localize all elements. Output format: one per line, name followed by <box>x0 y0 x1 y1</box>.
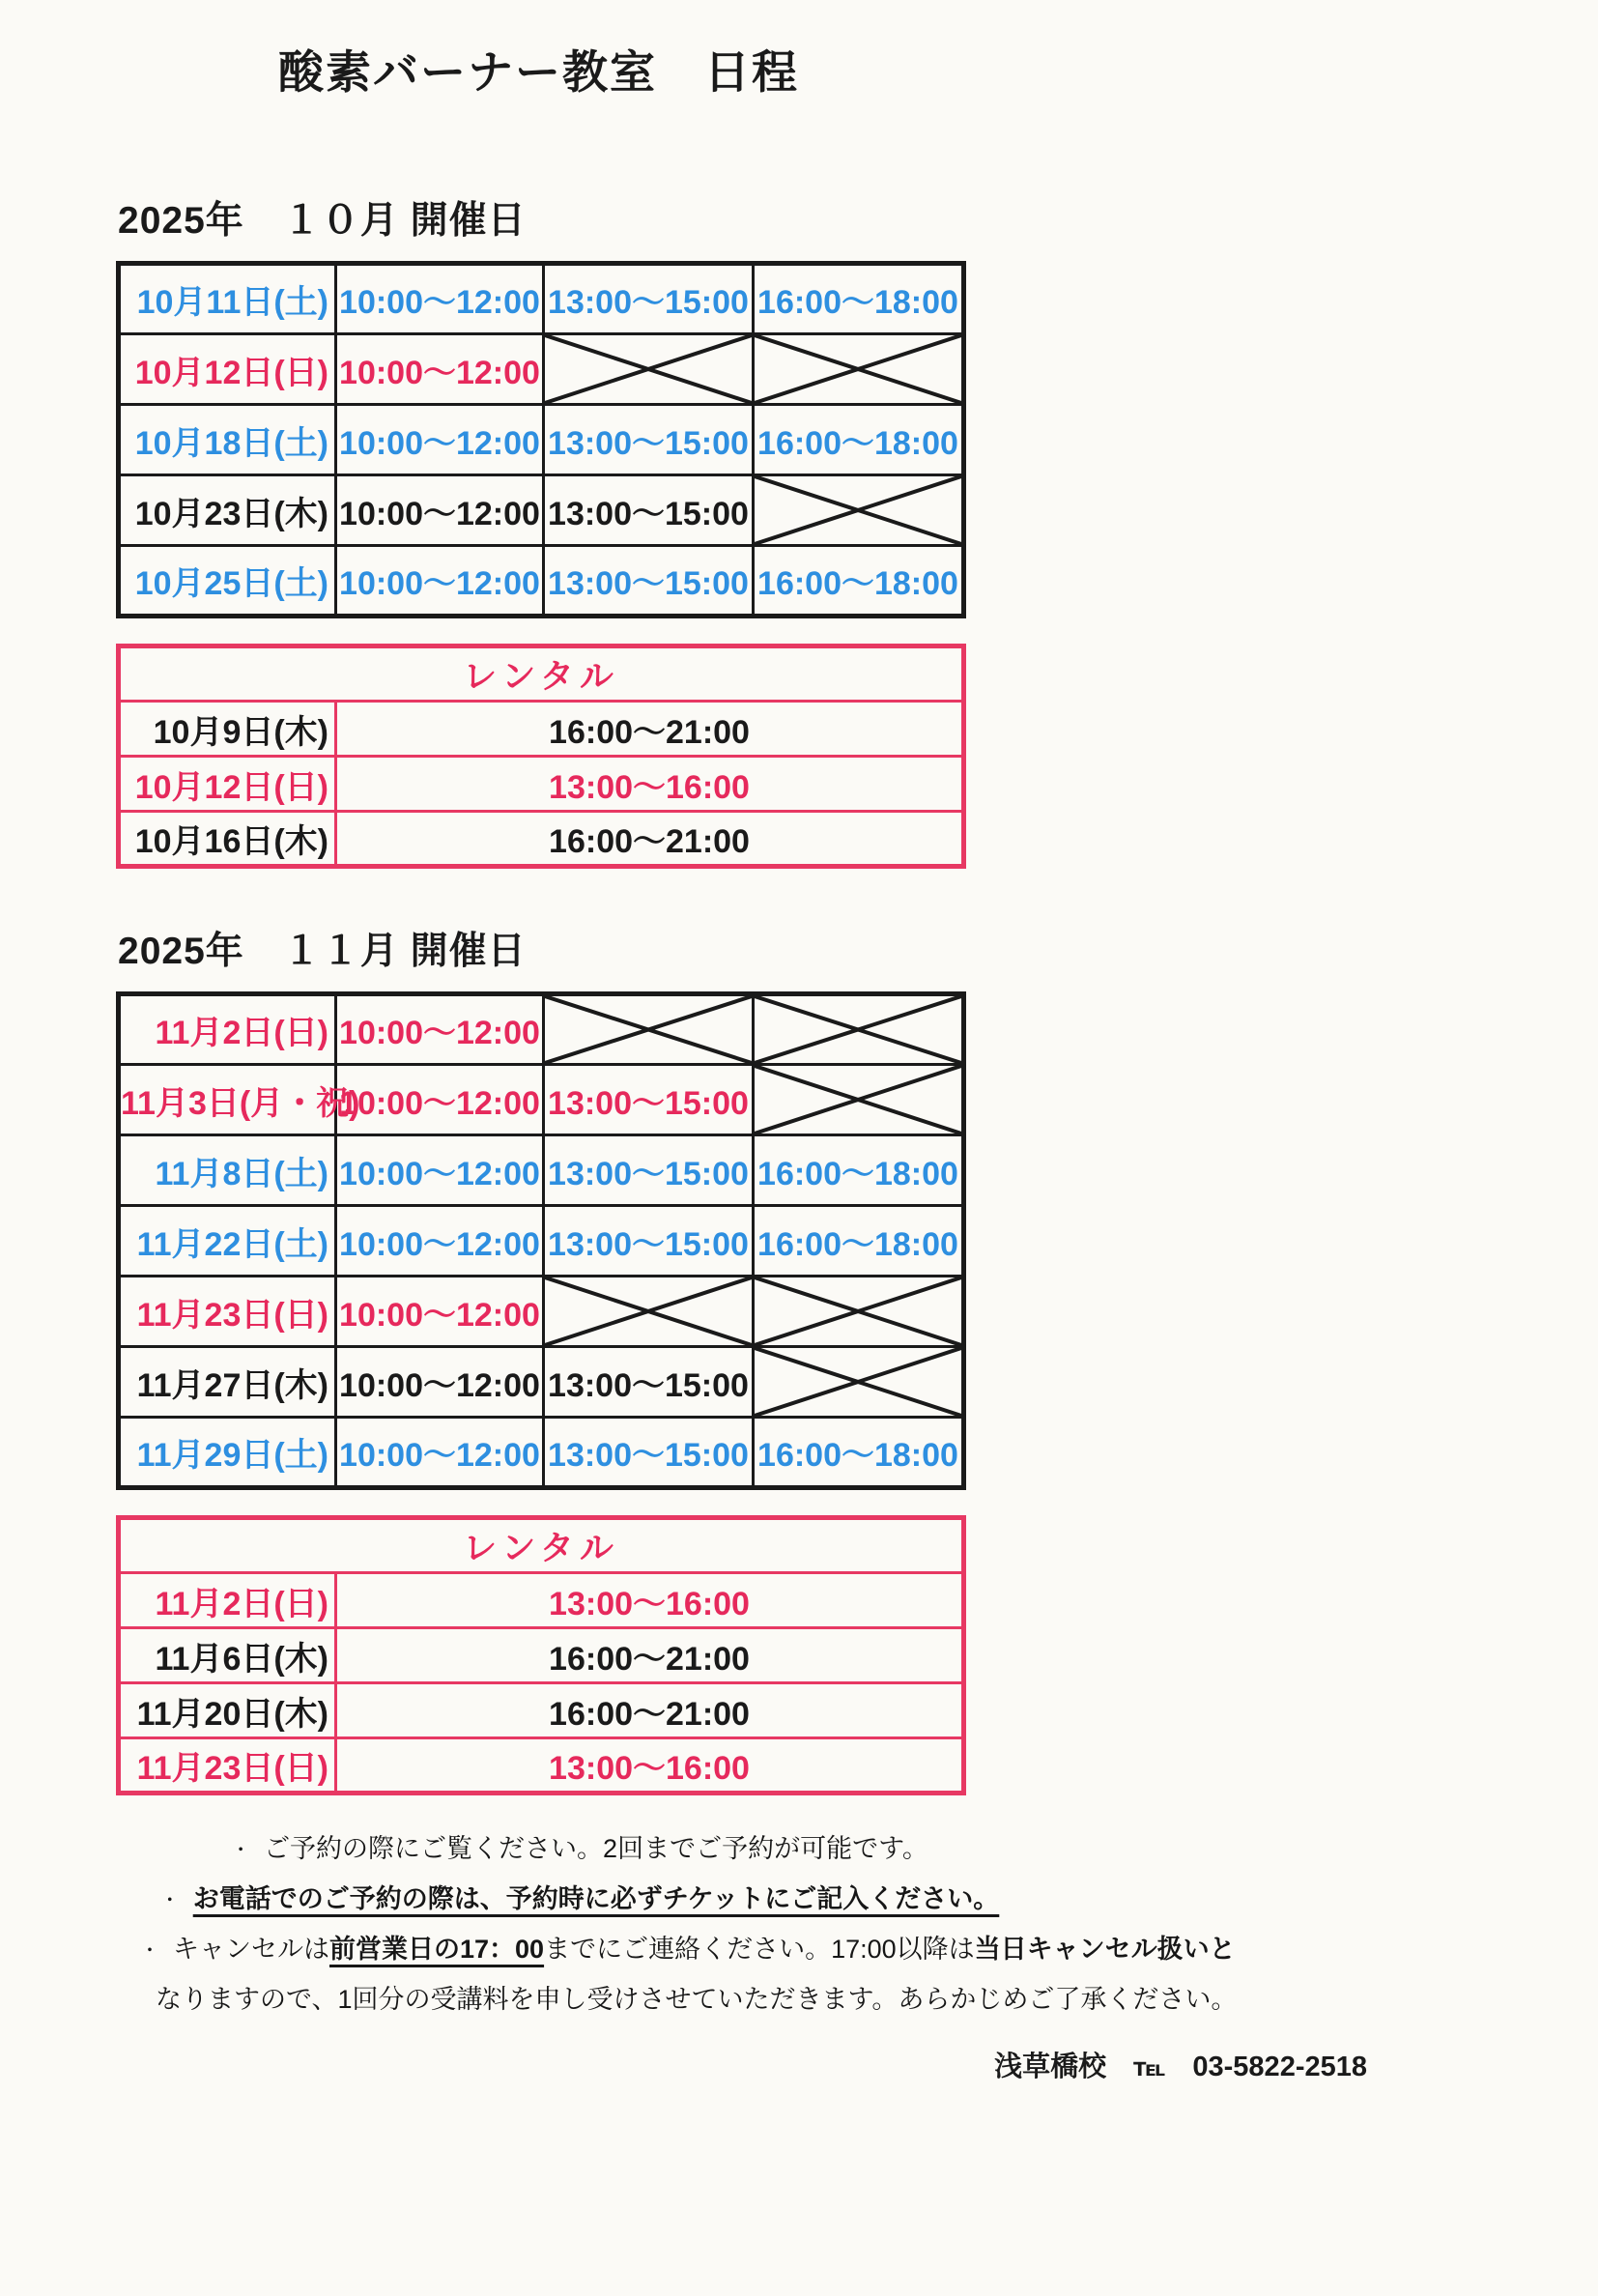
rental-time-cell: 16:00〜21:00 <box>336 702 964 757</box>
crossed-slot-cell <box>754 334 964 405</box>
note-line <box>140 1824 1019 1875</box>
crossed-slot-cell <box>754 994 964 1065</box>
tel-icon: ℡ <box>1133 2052 1166 2081</box>
time-slot-cell: 13:00〜15:00 <box>544 546 754 617</box>
schedule-row <box>119 1628 964 1683</box>
date-cell: 11月27日(木) <box>119 1347 336 1418</box>
schedule-row <box>119 1135 964 1206</box>
cross-mark-icon <box>755 476 961 544</box>
time-slot-cell: 10:00〜12:00 <box>336 546 544 617</box>
date-cell: 11月23日(日) <box>119 1277 336 1347</box>
cross-mark-icon <box>755 996 961 1063</box>
time-slot-cell: 13:00〜15:00 <box>544 1418 754 1488</box>
time-slot-cell: 16:00〜18:00 <box>754 1135 964 1206</box>
rental-header-cell: レンタル <box>119 1518 964 1573</box>
date-cell: 11月23日(日) <box>119 1738 336 1794</box>
rental-time-cell: 13:00〜16:00 <box>336 1573 964 1628</box>
rental-time-cell: 13:00〜16:00 <box>336 1738 964 1794</box>
time-slot-cell: 13:00〜15:00 <box>544 405 754 475</box>
phone-number: 03-5822-2518 <box>1192 2051 1367 2082</box>
time-slot-cell: 10:00〜12:00 <box>336 264 544 334</box>
time-slot-cell: 13:00〜15:00 <box>544 1065 754 1135</box>
cross-mark-icon <box>755 1277 961 1345</box>
time-slot-cell: 13:00〜15:00 <box>544 475 754 546</box>
date-cell: 11月22日(土) <box>119 1206 336 1277</box>
date-cell: 11月29日(土) <box>119 1418 336 1488</box>
date-cell: 11月6日(木) <box>119 1628 336 1683</box>
schedule-row <box>119 1277 964 1347</box>
schedule-row <box>119 1065 964 1135</box>
time-slot-cell: 10:00〜12:00 <box>336 1347 544 1418</box>
schedule-row <box>119 1683 964 1738</box>
note <box>140 1875 1019 1925</box>
note-line <box>140 1875 1019 1925</box>
time-slot-cell: 10:00〜12:00 <box>336 1065 544 1135</box>
schedule-row <box>119 546 964 617</box>
schedule-row <box>119 1573 964 1628</box>
rental-header-row <box>119 1518 964 1573</box>
time-slot-cell: 10:00〜12:00 <box>336 1206 544 1277</box>
schedule-row <box>119 812 964 867</box>
note-text: なりますので、1回分の受講料を申し受けさせていただきます。あらかじめご了承ください。 <box>156 1984 1238 2014</box>
november-schedule-body <box>119 994 964 1488</box>
crossed-slot-cell <box>544 334 754 405</box>
november-rental-body <box>119 1573 964 1794</box>
bullet-dot: ・ <box>140 1939 159 1962</box>
date-cell: 11月8日(土) <box>119 1135 336 1206</box>
notes <box>140 1824 1238 2023</box>
schedule-row <box>119 264 964 334</box>
note-text: 当日キャンセル扱いと <box>974 1934 1236 1964</box>
date-cell: 10月23日(木) <box>119 475 336 546</box>
time-slot-cell: 10:00〜12:00 <box>336 994 544 1065</box>
october-rental-body <box>119 702 964 867</box>
schedule-row <box>119 1418 964 1488</box>
october-schedule-table <box>116 261 966 618</box>
date-cell: 11月2日(日) <box>119 1573 336 1628</box>
time-slot-cell: 16:00〜18:00 <box>754 1206 964 1277</box>
cross-mark-icon <box>545 1277 752 1345</box>
date-cell: 11月20日(木) <box>119 1683 336 1738</box>
note-text: キャンセルは <box>173 1934 329 1964</box>
document-content <box>116 37 961 1795</box>
crossed-slot-cell <box>544 1277 754 1347</box>
contact-line <box>116 2045 1367 2084</box>
time-slot-cell: 13:00〜15:00 <box>544 264 754 334</box>
schedule-row <box>119 405 964 475</box>
note-text: お電話でのご予約の際は、予約時に必ずチケットにご記入ください。 <box>192 1883 1000 1913</box>
note-text: 前営業日の17：00 <box>329 1934 545 1964</box>
date-cell: 10月11日(土) <box>119 264 336 334</box>
note-line <box>140 1975 1238 2023</box>
time-slot-cell: 10:00〜12:00 <box>336 1135 544 1206</box>
cross-mark-icon <box>755 1348 961 1416</box>
schedule-row <box>119 475 964 546</box>
note <box>140 1824 1019 1875</box>
school-name: 浅草橋校 <box>994 2051 1107 2082</box>
cross-mark-icon <box>545 335 752 403</box>
rental-header-cell: レンタル <box>119 646 964 702</box>
date-cell: 10月25日(土) <box>119 546 336 617</box>
october-schedule-body <box>119 264 964 617</box>
note-text: までにご連絡ください。17:00以降は <box>544 1934 975 1964</box>
time-slot-cell: 16:00〜18:00 <box>754 1418 964 1488</box>
schedule-row <box>119 702 964 757</box>
date-cell: 11月3日(月・祝) <box>119 1065 336 1135</box>
note-text: ご予約の際にご覧ください。2回までご予約が可能です。 <box>264 1834 928 1863</box>
cross-mark-icon <box>545 996 752 1063</box>
time-slot-cell: 10:00〜12:00 <box>336 334 544 405</box>
bullet-dot: ・ <box>159 1889 180 1911</box>
october-rental-table <box>116 644 966 869</box>
crossed-slot-cell <box>754 1347 964 1418</box>
date-cell: 10月12日(日) <box>119 334 336 405</box>
note-line <box>140 1925 1236 1975</box>
crossed-slot-cell <box>754 1065 964 1135</box>
section-heading-november: 2025年 １１月 開催日 <box>118 931 527 972</box>
time-slot-cell: 16:00〜18:00 <box>754 264 964 334</box>
page-title: 酸素バーナー教室 日程 <box>278 46 799 98</box>
crossed-slot-cell <box>544 994 754 1065</box>
rental-time-cell: 13:00〜16:00 <box>336 757 964 812</box>
date-cell: 10月18日(土) <box>119 405 336 475</box>
date-cell: 10月9日(木) <box>119 702 336 757</box>
time-slot-cell: 13:00〜15:00 <box>544 1206 754 1277</box>
time-slot-cell: 13:00〜15:00 <box>544 1135 754 1206</box>
schedule-row <box>119 334 964 405</box>
schedule-row <box>119 1206 964 1277</box>
time-slot-cell: 10:00〜12:00 <box>336 1418 544 1488</box>
rental-time-cell: 16:00〜21:00 <box>336 1628 964 1683</box>
date-cell: 11月2日(日) <box>119 994 336 1065</box>
time-slot-cell: 16:00〜18:00 <box>754 546 964 617</box>
rental-time-cell: 16:00〜21:00 <box>336 1683 964 1738</box>
time-slot-cell: 13:00〜15:00 <box>544 1347 754 1418</box>
time-slot-cell: 16:00〜18:00 <box>754 405 964 475</box>
crossed-slot-cell <box>754 1277 964 1347</box>
schedule-row <box>119 994 964 1065</box>
date-cell: 10月16日(木) <box>119 812 336 867</box>
november-schedule-table <box>116 991 966 1490</box>
bullet-dot: ・ <box>231 1839 251 1861</box>
rental-header-row <box>119 646 964 702</box>
schedule-row <box>119 1347 964 1418</box>
time-slot-cell: 10:00〜12:00 <box>336 405 544 475</box>
time-slot-cell: 10:00〜12:00 <box>336 1277 544 1347</box>
rental-time-cell: 16:00〜21:00 <box>336 812 964 867</box>
crossed-slot-cell <box>754 475 964 546</box>
cross-mark-icon <box>755 335 961 403</box>
cross-mark-icon <box>755 1066 961 1134</box>
november-rental-table <box>116 1515 966 1795</box>
section-heading-october: 2025年 １０月 開催日 <box>118 200 527 242</box>
schedule-row <box>119 1738 964 1794</box>
time-slot-cell: 10:00〜12:00 <box>336 475 544 546</box>
schedule-row <box>119 757 964 812</box>
note <box>140 1925 1238 2023</box>
date-cell: 10月12日(日) <box>119 757 336 812</box>
